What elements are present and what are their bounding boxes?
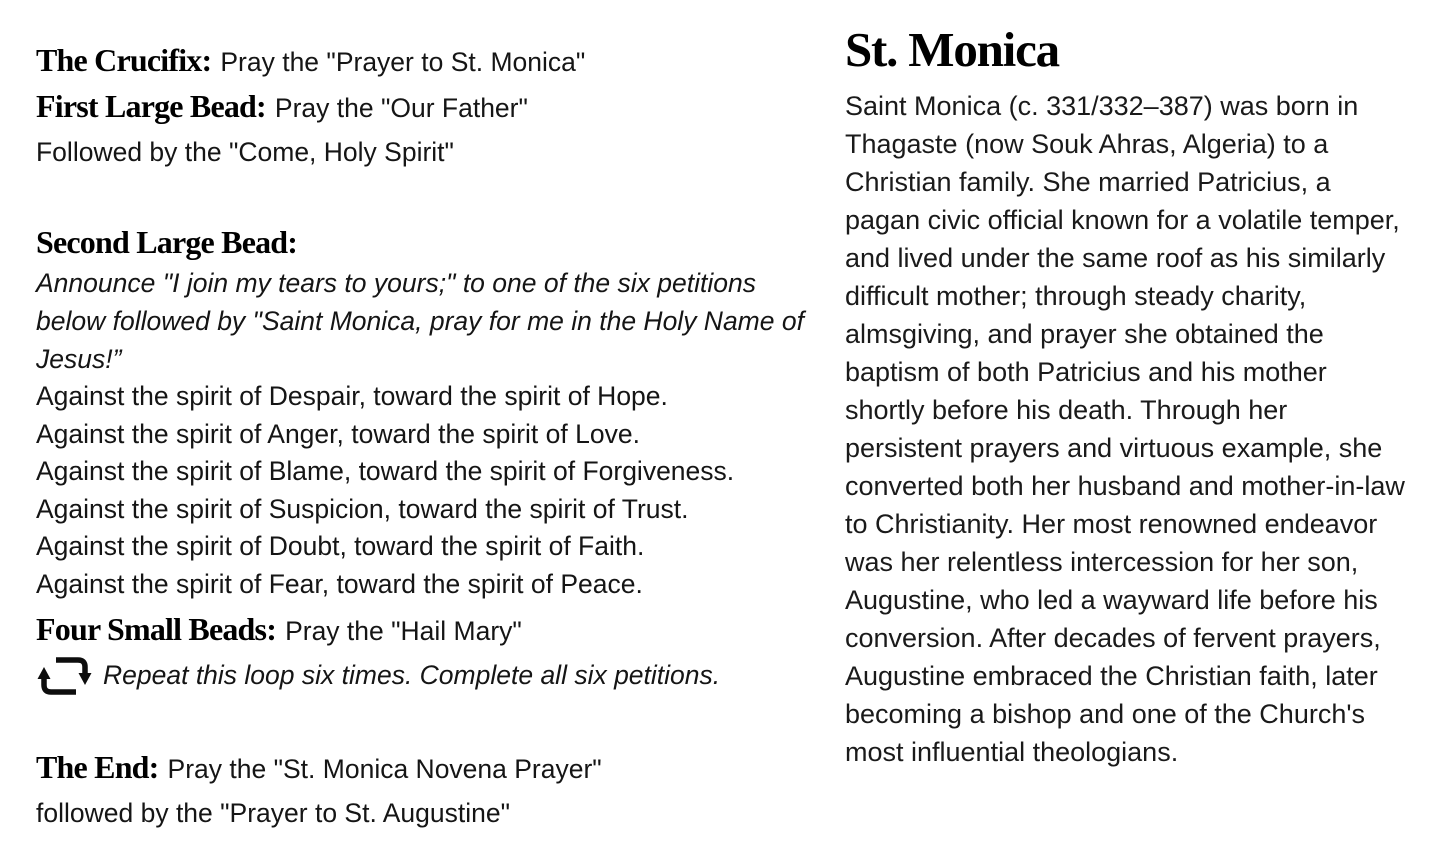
the-end-line2: followed by the "Prayer to St. Augustine" (36, 797, 510, 828)
second-large-bead-label: Second Large Bead: (36, 224, 298, 260)
repeat-note-line (36, 653, 844, 699)
petition-suspicion-trust: Against the spirit of Suspicion, toward the spirit of Trust. (36, 493, 689, 524)
bio-title: St. Monica (845, 22, 1059, 77)
petition-blame-forgiveness: Against the spirit of Blame, toward the spirit of Forgiveness. (36, 456, 735, 487)
four-small-beads-label: Four Small Beads: (36, 610, 277, 647)
first-large-bead-text: Pray the "Our Father" (274, 93, 528, 123)
instructions-column (36, 38, 844, 835)
the-end-label: The End: (36, 748, 159, 785)
four-small-beads-line (36, 607, 844, 653)
bio-paragraph: Saint Monica (c. 331/332–387) was born in Thagaste (now Souk Ahras, Algeria) to a Christian family. She married Patricius, a pagan civic official known for a volatile temper, and lived under the same roof as his similarly difficult mother; through steady charity, almsgiving, and prayer she obtained the baptism of both Patricius and his mother shortly before his death. Through her persistent prayers and virtuous example, she converted both her husband and mother-in-law to Christianity. Her most renowned endeavor was her relentless intercession for her son, Augustine, who led a wayward life before his conversion. After decades of fervent prayers, Augustine embraced the Christian faith, later becoming a bishop and one of the Church's most influential theologians. (845, 91, 1405, 767)
crucifix-text: Pray the "Prayer to St. Monica" (220, 47, 586, 77)
first-large-bead-label: First Large Bead: (36, 88, 266, 124)
repeat-note-text: Repeat this loop six times. Complete all six petitions. (103, 660, 721, 691)
petition-fear-peace: Against the spirit of Fear, toward the spirit of Peace. (36, 568, 643, 599)
petition-despair-hope: Against the spirit of Despair, toward the spirit of Hope. (36, 381, 668, 411)
announce-instruction: Announce "I join my tears to yours;" to one of the six petitions below followed by "Saint Monica, pray for me in the Holy Name of Jesus!” (36, 268, 804, 374)
repeat-loop-icon (36, 655, 94, 697)
crucifix-line (36, 38, 844, 84)
the-end-text: Pray the "St. Monica Novena Prayer" (167, 753, 602, 784)
four-small-beads-text: Pray the "Hail Mary" (285, 615, 522, 646)
end-section (36, 745, 844, 835)
petition-anger-love: Against the spirit of Anger, toward the spirit of Love. (36, 418, 640, 449)
first-large-bead-line (36, 84, 844, 130)
bio-column (845, 20, 1411, 771)
first-large-bead-line2: Followed by the "Come, Holy Spirit" (36, 137, 454, 167)
crucifix-label: The Crucifix: (36, 42, 212, 78)
the-end-line (36, 745, 844, 791)
petition-doubt-faith: Against the spirit of Doubt, toward the spirit of Faith. (36, 531, 645, 562)
